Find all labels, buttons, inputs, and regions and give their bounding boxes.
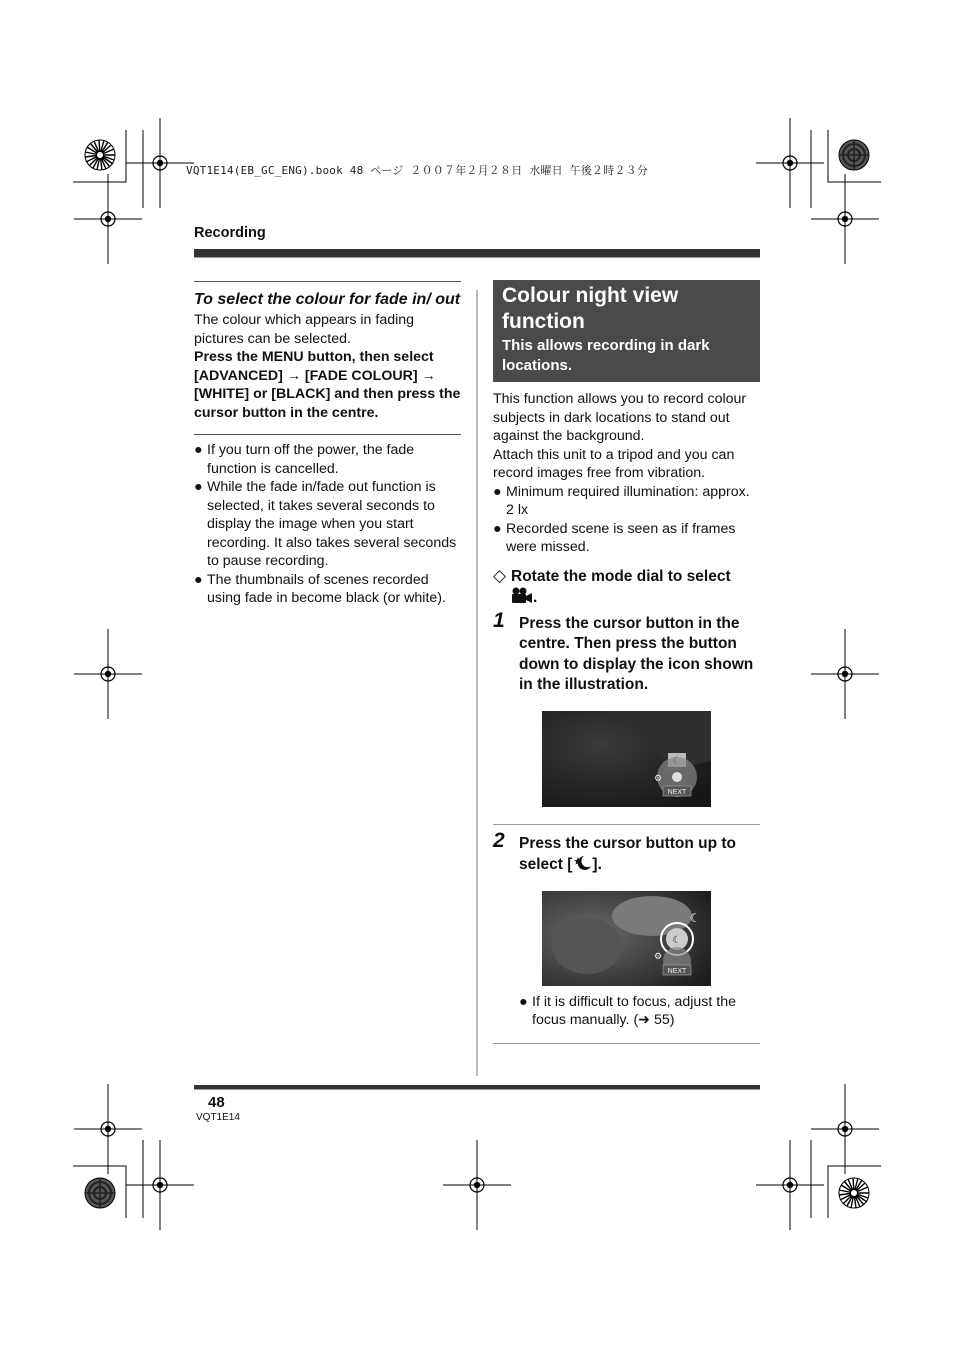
list-item: ● If it is difficult to focus, adjust the focus manually. (➜ 55) [519, 993, 736, 1029]
night-notes-list [493, 483, 760, 557]
column-divider [476, 290, 478, 1076]
bottom-rule [194, 1085, 760, 1090]
screen-graphic [542, 891, 711, 986]
title-box [493, 280, 760, 382]
bullet-dot-icon: ● [194, 442, 203, 458]
diamond-icon: ◇ [493, 565, 507, 585]
step-number: 2 [493, 829, 505, 853]
bullet-dot-icon: ● [493, 483, 502, 500]
screen-label: NEXT [667, 789, 687, 797]
focus-note-list [519, 993, 760, 1030]
screen-label: NEXT [667, 967, 687, 975]
step-number: 1 [493, 609, 505, 633]
page-title: Colour night view function [502, 284, 679, 333]
fade-notes-list [194, 441, 461, 608]
list-item: ● While the fade in/fade out function is selected, it takes several seconds to display the image when you start recording. It also takes several seconds to pause recording. [194, 479, 457, 569]
svg-text:☾: ☾ [689, 910, 701, 925]
movie-camera-icon [511, 587, 533, 604]
fade-colour-intro: The colour which appears in fading pictures can be selected. [194, 312, 415, 347]
list-item: ● Recorded scene is seen as if frames were missed. [493, 520, 736, 555]
step-2: 2 Press the cursor button up to select [ ]. [493, 829, 737, 873]
document-code: VQT1E14 [196, 1112, 240, 1123]
right-column [493, 280, 760, 1044]
page-subtitle: This allows recording in dark locations. [502, 337, 710, 374]
page-number: 48 [208, 1094, 225, 1111]
divider [493, 1043, 760, 1044]
bullet-dot-icon: ● [519, 993, 528, 1010]
divider [493, 824, 760, 825]
divider [194, 434, 461, 435]
list-item: ● If you turn off the power, the fade function is cancelled. [194, 442, 415, 477]
top-rule [194, 249, 760, 258]
bullet-dot-icon: ● [194, 479, 203, 495]
fade-colour-instruction: Press the MENU button, then select [ADVANCED] → [FADE COLOUR] → [WHITE] or [BLACK] and then press the cursor button in the centre. [194, 349, 461, 421]
left-column [194, 281, 461, 608]
print-header: VQT1E14(EB_GC_ENG).book 48 ページ ２００７年２月２８日 水曜日 午後２時２３分 [186, 164, 649, 177]
divider [194, 281, 461, 282]
section-label: Recording [194, 225, 266, 241]
list-item: ● The thumbnails of scenes recorded using fade in become black (or white). [194, 571, 446, 606]
svg-text:☾: ☾ [672, 934, 682, 946]
prestep: ◇ Rotate the mode dial to select . [493, 565, 731, 606]
svg-text:⚙: ⚙ [653, 773, 663, 784]
camera-screen-illustration [542, 891, 711, 986]
svg-text:⚙: ⚙ [653, 950, 663, 961]
tripod-paragraph: Attach this unit to a tripod and you can record images free from vibration. [493, 446, 735, 481]
fade-colour-subheading: To select the colour for fade in/ out [194, 291, 461, 308]
intro-paragraph: This function allows you to record colour subjects in dark locations to stand out against the background. [493, 391, 747, 444]
bullet-dot-icon: ● [194, 571, 203, 588]
screen-graphic [542, 711, 711, 807]
camera-screen-illustration [542, 711, 711, 807]
night-view-icon [572, 855, 592, 871]
list-item: ● Minimum required illumination: approx. 2 lx [493, 483, 750, 518]
step-1: 1 Press the cursor button in the centre. Then press the button down to display the icon shown in the illustration. [493, 609, 754, 693]
bullet-dot-icon: ● [493, 520, 502, 537]
